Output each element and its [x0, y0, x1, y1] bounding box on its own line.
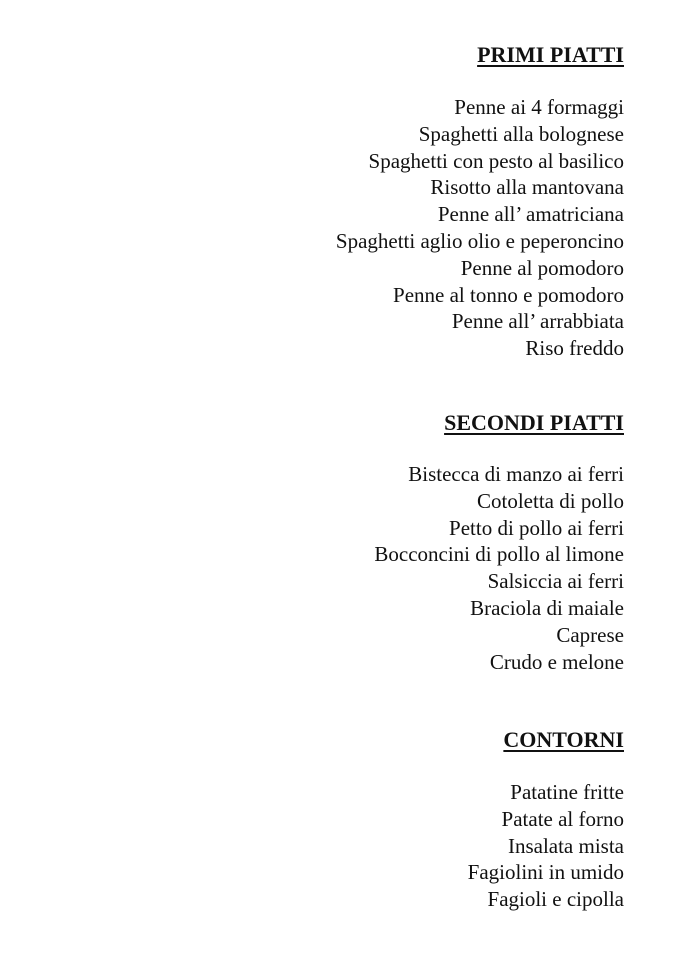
dish-item: Penne ai 4 formaggi [454, 95, 624, 119]
dish-item: Braciola di maiale [470, 595, 624, 620]
dish-item: Patatine fritte [510, 780, 624, 804]
dish-item: Caprese [556, 622, 624, 647]
dish-item: Petto di pollo ai ferri [449, 515, 624, 540]
dish-item: Fagioli e cipolla [487, 887, 624, 912]
section-contorni [64, 727, 624, 913]
dish-item: Spaghetti con pesto al basilico [368, 148, 624, 173]
dish-item: Spaghetti alla bolognese [418, 121, 624, 146]
section-secondi-piatti [64, 410, 624, 675]
dish-list [64, 94, 624, 362]
section-title: PRIMI PIATTI [477, 42, 624, 67]
dish-item: Bocconcini di pollo al limone [374, 542, 624, 567]
dish-item: Penne al tonno e pomodoro [393, 282, 624, 307]
dish-item: Insalata mista [507, 833, 624, 858]
dish-list [64, 779, 624, 913]
dish-item: Penne all’ arrabbiata [451, 309, 624, 334]
dish-item: Riso freddo [525, 336, 624, 361]
dish-list [64, 461, 624, 675]
dish-item: Penne all’ amatriciana [437, 202, 624, 227]
dish-item: Patate al forno [501, 806, 624, 831]
section-title: CONTORNI [503, 727, 624, 752]
dish-item: Bistecca di manzo ai ferri [408, 462, 624, 486]
dish-item: Salsiccia ai ferri [487, 569, 624, 594]
dish-item: Penne al pomodoro [460, 255, 624, 280]
dish-item: Risotto alla mantovana [430, 175, 624, 200]
section-title: SECONDI PIATTI [444, 410, 624, 435]
dish-item: Cotoletta di pollo [477, 488, 624, 513]
section-primi-piatti [64, 42, 624, 362]
dish-item: Fagiolini in umido [467, 860, 624, 885]
dish-item: Crudo e melone [489, 649, 624, 674]
dish-item: Spaghetti aglio olio e peperoncino [335, 228, 624, 253]
